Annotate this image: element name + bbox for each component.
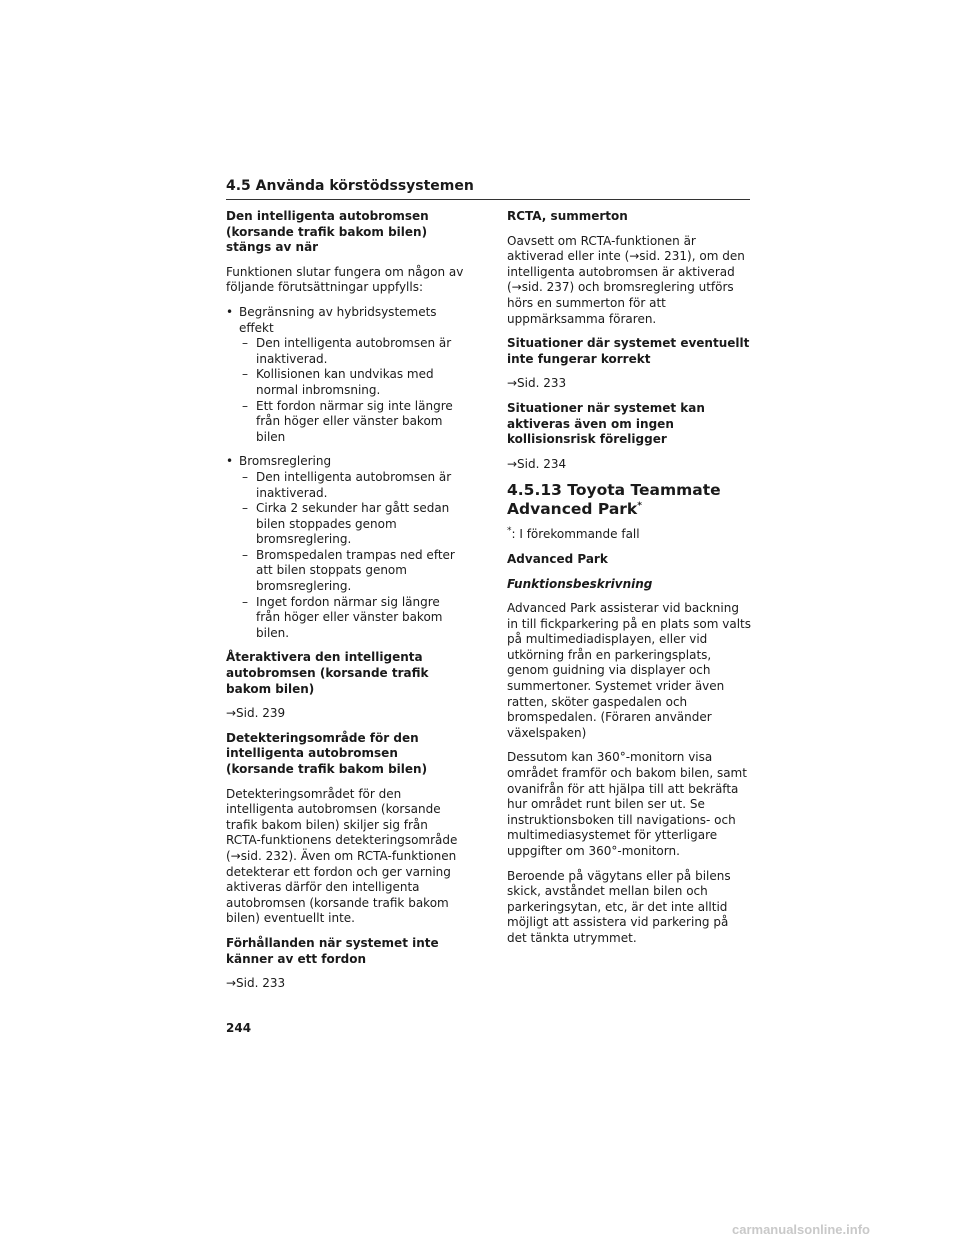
dash-item: – Inget fordon närmar sig längre från höger eller vänster bakom bilen.	[242, 594, 443, 640]
paragraph-conditions: Funktionen slutar fungera om någon av följande förutsättningar uppfylls:	[226, 264, 464, 295]
dash-item: – Kollisionen kan undvikas med normal inbromsning.	[242, 367, 434, 397]
page-reference-link[interactable]: →Sid. 239	[226, 706, 286, 721]
dash-item: – Bromspedalen trampas ned efter att bilen stoppats genom bromsreglering.	[242, 547, 455, 594]
dash-item: – Den intelligenta autobromsen är inaktiverad.	[242, 336, 452, 366]
section-header: 4.5 Använda körstödssystemen	[226, 178, 750, 200]
dash-item: – Ett fordon närmar sig inte längre från höger eller vänster bakom bilen	[242, 398, 453, 444]
dash-item: – Den intelligenta autobromsen är inaktiverad.	[242, 469, 452, 500]
heading-autobrake-off: Den intelligenta autobromsen (korsande trafik bakom bilen) stängs av när	[226, 209, 429, 255]
subheading-function: Funktionsbeskrivning	[507, 576, 653, 591]
bullet-list-2	[226, 454, 466, 641]
heading-advanced-park: Advanced Park	[507, 551, 608, 566]
dash-item: – Cirka 2 sekunder har gått sedan bilen stoppades genom bromsreglering.	[242, 501, 450, 547]
heading-malfunction: Situationer där systemet eventuellt inte fungerar korrekt	[507, 336, 750, 366]
paragraph-limitations: Beroende på vägytans eller på bilens skick, avståndet mellan bilen och parkeringsytan, etc, är det inte alltid möjligt att assistera vid parkering på det tänkta utrymmet.	[507, 868, 731, 945]
footnote: *: I förekommande fall	[507, 526, 640, 542]
paragraph-function: Advanced Park assisterar vid backning in till fickparkering på en plats som valts på multimediadisplayen, eller vid utkörning från en parkeringsplats, genom guidning via displayer och summertoner. Systemet vrider även ratten, sköter gaspedalen och bromspedalen. (Föraren använder växelspaken)	[507, 601, 752, 740]
paragraph-detection-area: Detekteringsområdet för den intelligenta autobromsen (korsande trafik bakom bilen) skiljer sig från RCTA-funktionens detekteringsområde (→sid. 232). Även om RCTA-funktionen detekterar ett fordon och ger varning aktiveras därför den intelligenta autobromsen (korsande trafik bakom bilen) eventuellt inte.	[226, 786, 458, 926]
page-number: 244	[226, 1021, 252, 1035]
paragraph-monitor: Dessutom kan 360°-monitorn visa området framför och bakom bilen, samt ovanifrån för att hjälpa till att bekräfta hur området runt bilen ser ut. Se instruktionsboken till navigations- och multimediasystemet för ytterligare uppgifter om 360°-monitorn.	[507, 750, 747, 858]
footnote-marker: *	[637, 501, 642, 512]
section-title: 4.5.13 Toyota Teammate Advanced Park*	[507, 481, 721, 519]
watermark: carmanualsonline.info	[732, 1222, 870, 1237]
bullet-list-1	[226, 305, 466, 445]
heading-detection-area: Detekteringsområde för den intelligenta autobromsen (korsande trafik bakom bilen)	[226, 730, 428, 776]
bullet-item: • Begränsning av hybridsystemets effekt	[226, 305, 466, 336]
page-reference-link[interactable]: →Sid. 234	[507, 456, 567, 471]
bullet-item: • Bromsreglering	[226, 454, 466, 470]
heading-false-activation: Situationer när systemet kan aktiveras även om ingen kollisionsrisk föreligger	[507, 400, 705, 447]
heading-rcta-buzzer: RCTA, summerton	[507, 209, 628, 223]
right-column	[507, 209, 751, 956]
page-reference-link[interactable]: →Sid. 233	[507, 376, 567, 391]
paragraph-rcta-buzzer: Oavsett om RCTA-funktionen är aktiverad eller inte (→sid. 231), om den intelligenta autobromsen är aktiverad (→sid. 237) och bromsreglering utförs hörs en summerton för att uppmärksamma föraren.	[507, 233, 745, 326]
heading-reactivate: Återaktivera den intelligenta autobromsen (korsande trafik bakom bilen)	[226, 650, 429, 696]
heading-not-detect: Förhållanden när systemet inte känner av ett fordon	[226, 935, 439, 966]
left-column	[226, 209, 466, 1001]
page-reference-link[interactable]: →Sid. 233	[226, 976, 286, 991]
